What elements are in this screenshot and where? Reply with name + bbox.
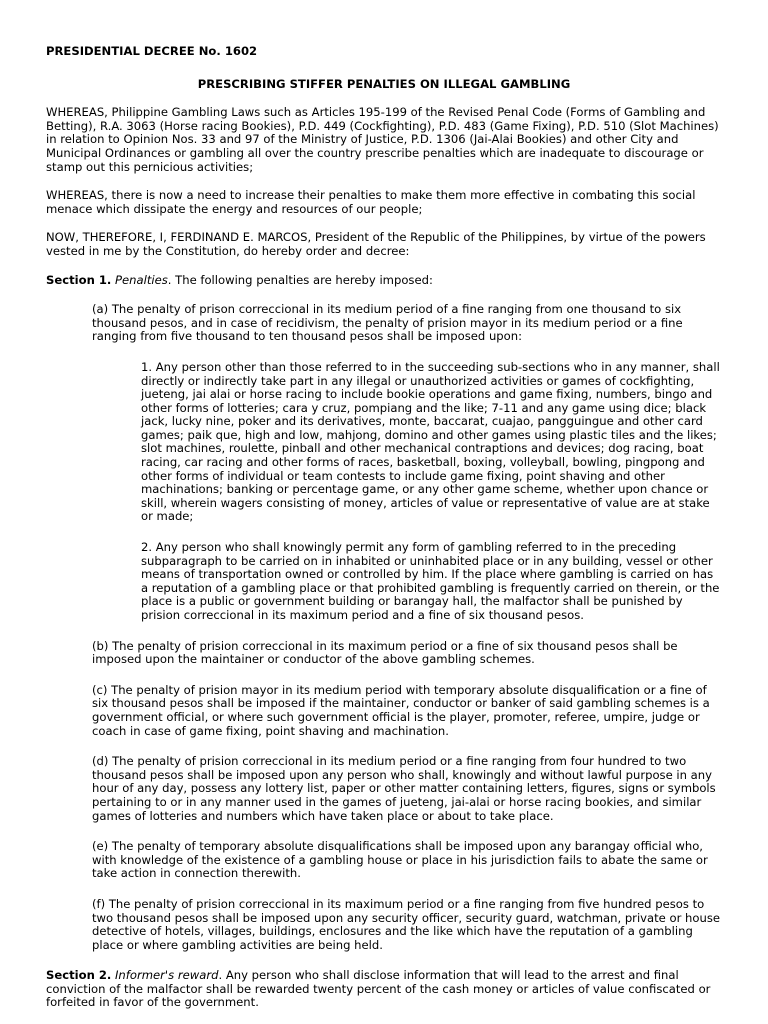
- subsection-a: (a) The penalty of prison correccional in its medium period of a fine ranging from one thousand to six thousand pesos, and in case of recidivism, the penalty of prision mayor in its medium period or a fine ranging from five thousand to ten thousand pesos shall be imposed upon:: [92, 302, 683, 344]
- section-2: [46, 969, 722, 1010]
- subsection-b: (b) The penalty of prision correccional in its maximum period or a fine of six thousand pesos shall be imposed upon the maintainer or conductor of the above gambling schemes.: [92, 638, 678, 667]
- now-therefore-clause: NOW, THEREFORE, I, FERDINAND E. MARCOS, President of the Republic of the Philippines, by virtue of the powers vested in me by the Constitution, do hereby order and decree:: [46, 230, 706, 258]
- document-page: [46, 45, 722, 1010]
- section-2-title: Informer's reward: [115, 968, 219, 983]
- whereas-clause-1: WHEREAS, Philippine Gambling Laws such as Articles 195-199 of the Revised Penal Code (Forms of Gambling and Betting), R.A. 3063 (Horse racing Bookies), P.D. 449 (Cockfighting), P.D. 483 (Game Fixing), P.D. 510 (Slot Machines) in relation to Opinion Nos. 33 and 97 of the Ministry of Justice, P.D. 1306 (Jai-Alai Bookies) and other City and Municipal Ordinances or gambling all over the country prescribe penalties which are inadequate to discourage or stamp out this pernicious activities;: [46, 105, 719, 174]
- subsection-c: (c) The penalty of prision mayor in its medium period with temporary absolute disqualification or a fine of six thousand pesos shall be imposed if the maintainer, conductor or banker of said gambling schemes is a government official, or where such government official is the player, promoter, referee, umpire, judge or coach in case of game fixing, point shaving and machination.: [92, 682, 710, 738]
- decree-subtitle: PRESCRIBING STIFFER PENALTIES ON ILLEGAL GAMBLING: [197, 76, 571, 91]
- section-2-head: Section 2.: [46, 968, 112, 983]
- section-2-text: . Any person who shall disclose information that will lead to the arrest and final conviction of the malfactor shall be rewarded twenty percent of the cash money or articles of value confiscated or forfeited in favor of the government.: [46, 968, 711, 1010]
- whereas-clause-2: WHEREAS, there is now a need to increase their penalties to make them more effective in combating this social menace which dissipate the energy and resources of our people;: [46, 188, 696, 216]
- subsection-e: (e) The penalty of temporary absolute disqualifications shall be imposed upon any barangay official who, with knowledge of the existence of a gambling house or place in his jurisdiction fails to abate the same or take action in connection therewith.: [92, 839, 708, 881]
- item-1: 1. Any person other than those referred to in the succeeding sub-sections who in any manner, shall directly or indirectly take part in any illegal or unauthorized activities or games of cockfighting, jueteng, jai alai or horse racing to include bookie operations and game fixing, numbers, bingo and other forms of lotteries; cara y cruz, pompiang and the like; 7-11 and any game using dice; black jack, lucky nine, poker and its derivatives, monte, baccarat, cuajao, pangguingue and other card games; paik que, high and low, mahjong, domino and other games using plastic tiles and the likes; slot machines, roulette, pinball and other mechanical contraptions and devices; dog racing, boat racing, car racing and other forms of races, basketball, boxing, volleyball, bowling, pingpong and other forms of individual or team contests to include game fixing, point shaving and other machinations; banking or percentage game, or any other game scheme, whether upon chance or skill, wherein wagers consisting of money, articles of value or representative of value are at stake or made;: [141, 359, 720, 524]
- section-1-text: . The following penalties are hereby imposed:: [167, 272, 433, 287]
- subsection-f: (f) The penalty of prision correccional in its maximum period or a fine ranging from five hundred pesos to two thousand pesos shall be imposed upon any security officer, security guard, watchman, private or house detective of hotels, villages, buildings, enclosures and the like which have the reputation of a gambling place or where gambling activities are being held.: [92, 896, 721, 952]
- section-1: [46, 274, 722, 288]
- decree-title: PRESIDENTIAL DECREE No. 1602: [46, 44, 258, 58]
- item-2: 2. Any person who shall knowingly permit any form of gambling referred to in the preceding subparagraph to be carried on in inhabited or uninhabited place or in any building, vessel or other means of transportation owned or controlled by him. If the place where gambling is carried on has a reputation of a gambling place or that prohibited gambling is frequently carried on therein, or the place is a public or government building or barangay hall, the malfactor shall be punished by prision correccional in its maximum period and a fine of six thousand pesos.: [141, 540, 720, 622]
- section-1-title: Penalties: [115, 272, 168, 287]
- subsection-d: (d) The penalty of prision correccional in its medium period or a fine ranging from four hundred to two thousand pesos shall be imposed upon any person who shall, knowingly and without lawful purpose in any hour of any day, possess any lottery list, paper or other matter containing letters, figures, signs or symbols pertaining to or in any manner used in the games of jueteng, jai-alai or horse racing bookies, and similar games of lotteries and numbers which have taken place or about to take place.: [92, 754, 716, 823]
- section-1-head: Section 1.: [46, 272, 112, 287]
